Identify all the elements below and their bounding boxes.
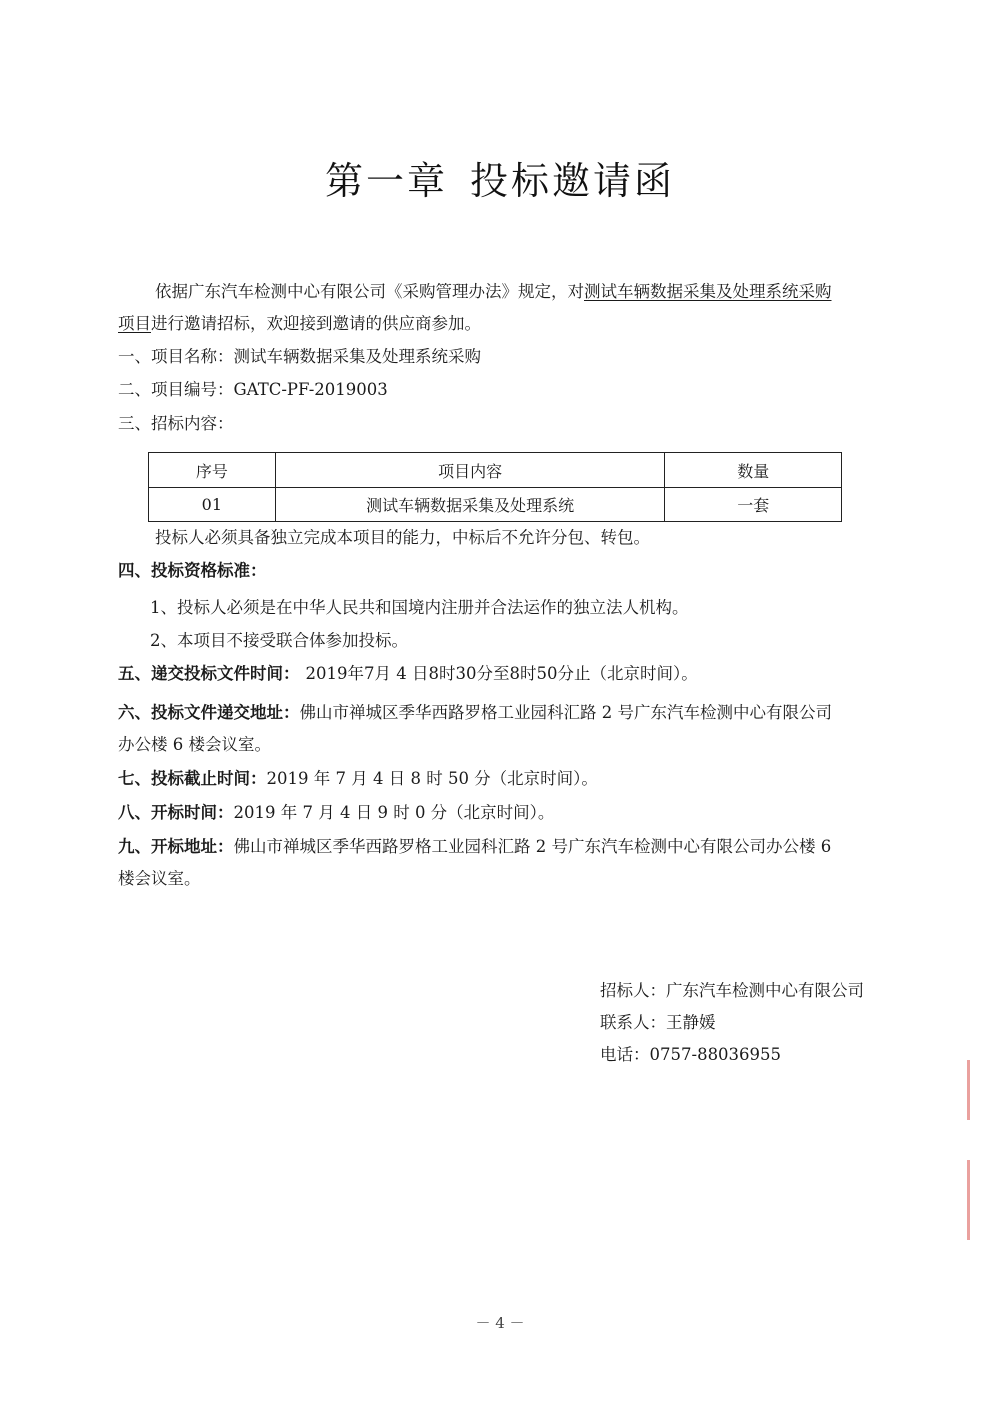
project-name: 一、项目名称：测试车辆数据采集及处理系统采购 <box>118 347 481 366</box>
submit-address-label: 六、投标文件递交地址： <box>118 703 300 722</box>
bid-content-table <box>148 452 842 522</box>
intro-project-underlined-cont: 项目 <box>118 314 151 333</box>
qualification-1: 1、投标人必须是在中华人民共和国境内注册并合法运作的独立法人机构。 <box>150 598 689 617</box>
submit-time <box>118 662 698 686</box>
deadline <box>118 767 598 791</box>
content-heading: 三、招标内容： <box>118 414 234 433</box>
table-header-row <box>149 453 842 488</box>
deadline-label: 七、投标截止时间： <box>118 769 267 788</box>
header-content: 项目内容 <box>275 453 665 488</box>
opening-time <box>118 801 554 825</box>
page-title <box>0 150 1000 205</box>
table-row <box>149 488 842 522</box>
intro-prefix: 依据广东汽车检测中心有限公司《采购管理办法》规定，对 <box>155 282 584 301</box>
intro-project-underlined: 测试车辆数据采集及处理系统采购 <box>584 282 832 301</box>
intro-line-2 <box>118 312 481 336</box>
opening-address <box>118 835 831 859</box>
tenderer: 招标人：广东汽车检测中心有限公司 <box>600 981 864 1000</box>
cell-qty: 一套 <box>665 488 842 522</box>
deadline-value: 2019 年 7 月 4 日 8 时 50 分（北京时间）。 <box>266 769 598 788</box>
subcontract-note: 投标人必须具备独立完成本项目的能力，中标后不允许分包、转包。 <box>155 528 650 547</box>
cell-content: 测试车辆数据采集及处理系统 <box>275 488 665 522</box>
header-no: 序号 <box>149 453 276 488</box>
chapter-number: 第一章 <box>324 159 448 203</box>
submit-address-value: 佛山市禅城区季华西路罗格工业园科汇路 2 号广东汽车检测中心有限公司 <box>299 703 832 722</box>
opening-address-cont: 楼会议室。 <box>118 869 201 888</box>
contact-person: 联系人：王静媛 <box>600 1013 716 1032</box>
opening-time-label: 八、开标时间： <box>118 803 234 822</box>
opening-time-value: 2019 年 7 月 4 日 9 时 0 分（北京时间）。 <box>233 803 555 822</box>
stamp-edge-mark <box>967 1160 970 1240</box>
chapter-title: 投标邀请函 <box>470 159 676 203</box>
submit-address-cont: 办公楼 6 楼会议室。 <box>118 735 271 754</box>
intro-rest: 进行邀请招标，欢迎接到邀请的供应商参加。 <box>151 314 481 333</box>
submit-address <box>118 701 832 725</box>
qualification-heading: 四、投标资格标准： <box>118 561 267 580</box>
stamp-edge-mark <box>967 1060 970 1120</box>
cell-no: 01 <box>149 488 276 522</box>
submit-time-value: 2019年7月 4 日8时30分至8时50分止（北京时间）。 <box>305 664 698 683</box>
intro-line-1 <box>155 280 832 304</box>
project-code: 二、项目编号：GATC-PF-2019003 <box>118 380 388 399</box>
page-number: － 4 － <box>475 1314 525 1332</box>
submit-time-label: 五、递交投标文件时间： <box>118 664 300 683</box>
header-qty: 数量 <box>665 453 842 488</box>
opening-address-value: 佛山市禅城区季华西路罗格工业园科汇路 2 号广东汽车检测中心有限公司办公楼 6 <box>233 837 832 856</box>
opening-address-label: 九、开标地址： <box>118 837 234 856</box>
phone: 电话：0757-88036955 <box>600 1045 782 1064</box>
qualification-2: 2、本项目不接受联合体参加投标。 <box>150 631 408 650</box>
